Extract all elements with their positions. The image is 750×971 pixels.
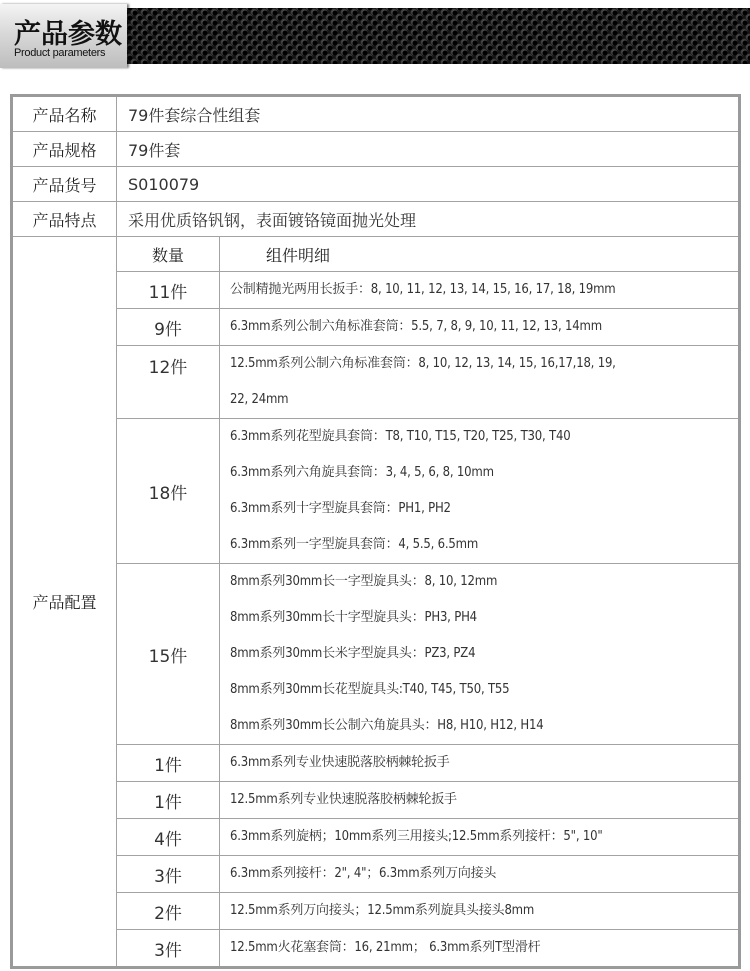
item-detail [220, 564, 740, 745]
item-detail [220, 782, 740, 819]
config-item-row [12, 782, 740, 819]
detail-line: 12.5mm系列专业快速脱落胶柄棘轮扳手 [230, 792, 457, 807]
item-quantity: 4件 [117, 819, 220, 856]
item-detail [220, 893, 740, 930]
config-item-row [12, 819, 740, 856]
column-header-detail: 组件明细 [220, 237, 740, 272]
config-item-row [12, 272, 740, 309]
detail-line: 8mm系列30mm长十字型旋具头：PH3, PH4 [230, 610, 477, 625]
info-row-sku [12, 167, 740, 202]
config-item-row [12, 419, 740, 564]
detail-line: 6.3mm系列旋柄；10mm系列三用接头;12.5mm系列接杆：5", 10" [230, 829, 603, 844]
detail-line: 6.3mm系列花型旋具套筒：T8, T10, T15, T20, T25, T30, T40 [230, 429, 571, 444]
info-value: S010079 [117, 167, 740, 202]
config-item-row [12, 930, 740, 968]
item-quantity: 3件 [117, 930, 220, 968]
detail-line: 8mm系列30mm长花型旋具头:T40, T45, T50, T55 [230, 682, 510, 697]
detail-line: 8mm系列30mm长米字型旋具头：PZ3, PZ4 [230, 646, 476, 661]
product-parameters-table [10, 94, 741, 969]
detail-line: 6.3mm系列公制六角标准套筒：5.5, 7, 8, 9, 10, 11, 12, 13, 14mm [230, 319, 602, 334]
detail-line: 6.3mm系列接杆：2", 4"；6.3mm系列万向接头 [230, 866, 497, 881]
item-detail [220, 856, 740, 893]
config-item-row [12, 564, 740, 745]
column-header-qty: 数量 [117, 237, 220, 272]
item-quantity: 1件 [117, 745, 220, 782]
item-quantity: 15件 [117, 564, 220, 745]
banner-perforated-pattern [120, 8, 750, 64]
info-row-name [12, 96, 740, 132]
item-detail [220, 272, 740, 309]
info-value: 79件套 [117, 132, 740, 167]
section-subtitle: Product parameters [14, 47, 106, 59]
item-detail [220, 745, 740, 782]
item-detail [220, 930, 740, 968]
item-detail [220, 819, 740, 856]
config-header-row [12, 237, 740, 272]
config-item-row [12, 309, 740, 346]
item-quantity: 18件 [117, 419, 220, 564]
info-label: 产品特点 [12, 202, 117, 237]
detail-line: 6.3mm系列专业快速脱落胶柄棘轮扳手 [230, 755, 450, 770]
detail-line: 6.3mm系列六角旋具套筒：3, 4, 5, 6, 8, 10mm [230, 465, 494, 480]
detail-line: 8mm系列30mm长一字型旋具头：8, 10, 12mm [230, 574, 498, 589]
section-banner [0, 0, 750, 72]
detail-line: 12.5mm系列公制六角标准套筒：8, 10, 12, 13, 14, 15, 16,17,18, 19, [230, 356, 616, 371]
config-item-row [12, 745, 740, 782]
item-quantity: 2件 [117, 893, 220, 930]
info-row-features [12, 202, 740, 237]
item-quantity: 9件 [117, 309, 220, 346]
detail-line: 6.3mm系列十字型旋具套筒：PH1, PH2 [230, 501, 451, 516]
item-detail [220, 309, 740, 346]
info-label: 产品规格 [12, 132, 117, 167]
detail-line: 12.5mm火花塞套筒：16, 21mm； 6.3mm系列T型滑杆 [230, 940, 541, 955]
config-item-row [12, 856, 740, 893]
detail-line: 22, 24mm [230, 392, 289, 407]
item-quantity: 12件 [117, 346, 220, 419]
info-row-spec [12, 132, 740, 167]
info-label: 产品名称 [12, 96, 117, 132]
info-label: 产品货号 [12, 167, 117, 202]
item-quantity: 3件 [117, 856, 220, 893]
config-item-row [12, 893, 740, 930]
detail-line: 12.5mm系列万向接头；12.5mm系列旋具头接头8mm [230, 903, 535, 918]
detail-line: 公制精抛光两用长扳手：8, 10, 11, 12, 13, 14, 15, 16, 17, 18, 19mm [230, 282, 616, 297]
item-quantity: 1件 [117, 782, 220, 819]
detail-line: 8mm系列30mm长公制六角旋具头：H8, H10, H12, H14 [230, 718, 544, 733]
info-value: 79件套综合性组套 [117, 96, 740, 132]
config-item-row [12, 346, 740, 419]
item-detail [220, 419, 740, 564]
item-detail [220, 346, 740, 419]
section-title: 产品参数 [14, 19, 122, 50]
banner-label-box [0, 4, 127, 68]
detail-line: 6.3mm系列一字型旋具套筒：4, 5.5, 6.5mm [230, 537, 479, 552]
config-label: 产品配置 [12, 237, 117, 968]
info-value: 采用优质铬钒钢，表面镀铬镜面抛光处理 [117, 202, 740, 237]
item-quantity: 11件 [117, 272, 220, 309]
